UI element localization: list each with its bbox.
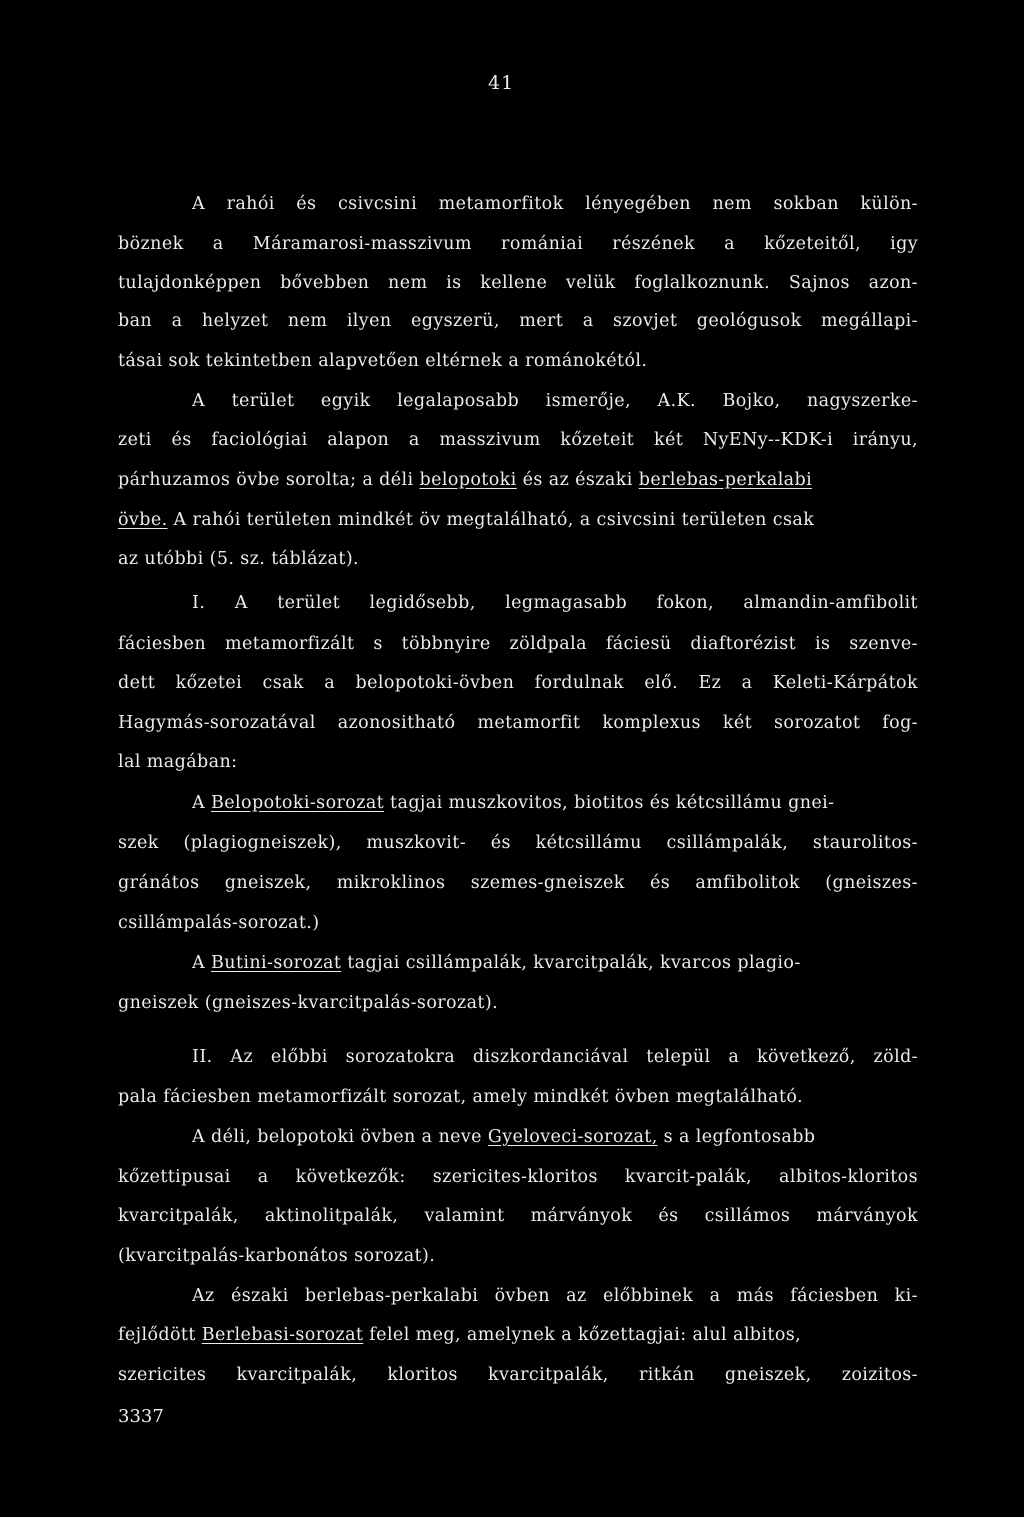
text-line: Hagymás-sorozatával azonositható metamorfit komplexus két sorozatot fog- (118, 713, 918, 733)
text-line: gneiszek (gneiszes-kvarcitpalás-sorozat). (118, 993, 499, 1013)
text-line: tulajdonképpen bővebben nem is kellene velük foglalkoznunk. Sajnos azon- (118, 273, 918, 293)
text-span: tagjai csillámpalák, kvarcitpalák, kvarcos plagio- (341, 953, 801, 973)
text-span: tagjai muszkovitos, biotitos és kétcsillámu gnei- (384, 793, 835, 813)
text-line (118, 510, 918, 530)
text-span: A rahói területen mindkét öv megtalálható, a csivcsini területen csak (167, 510, 815, 530)
berlebasi-sorozat-term: Berlebasi-sorozat (201, 1325, 364, 1345)
berlebas-perkalabi-term: berlebas-perkalabi (638, 470, 813, 490)
text-line: kvarcitpalák, aktinolitpalák, valamint márványok és csillámos márványok (118, 1206, 918, 1226)
belopotoki-term: belopotoki (419, 470, 517, 490)
text-span: fejlődött (118, 1325, 202, 1345)
butini-sorozat-term: Butini-sorozat (211, 953, 342, 973)
text-line (118, 1325, 918, 1345)
text-line (192, 793, 918, 813)
text-line (192, 1127, 918, 1147)
text-line: I. A terület legidősebb, legmagasabb fokon, almandin-amfibolit (192, 593, 918, 613)
text-line: kőzettipusai a következők: szericites-kloritos kvarcit-palák, albitos-kloritos (118, 1167, 918, 1187)
text-line: II. Az előbbi sorozatokra diszkordanciával települ a következő, zöld- (192, 1047, 918, 1067)
text-span: és az északi (516, 470, 639, 490)
text-line: pala fáciesben metamorfizált sorozat, amely mindkét övben megtalálható. (118, 1087, 803, 1107)
text-line: (kvarcitpalás-karbonátos sorozat). (118, 1246, 436, 1266)
footer-code: 3337 (118, 1406, 164, 1427)
text-line: Az északi berlebas-perkalabi övben az előbbinek a más fáciesben ki- (192, 1286, 918, 1306)
text-span: A déli, belopotoki övben a neve (192, 1127, 488, 1147)
page-number: 41 (488, 72, 515, 94)
text-span: felel meg, amelynek a kőzettagjai: alul albitos, (363, 1325, 802, 1345)
ovbe-term: övbe. (118, 510, 168, 530)
text-line: szek (plagiogneiszek), muszkovit- és kétcsillámu csillámpalák, staurolitos- (118, 833, 918, 853)
text-line: szericites kvarcitpalák, kloritos kvarcitpalák, ritkán gneiszek, zoizitos- (118, 1365, 918, 1385)
text-line: dett kőzetei csak a belopotoki-övben fordulnak elő. Ez a Keleti-Kárpátok (118, 673, 918, 693)
text-span: s a legfontosabb (657, 1127, 816, 1147)
text-span: párhuzamos övbe sorolta; a déli (118, 470, 420, 490)
text-line (192, 953, 918, 973)
text-line: tásai sok tekintetben alapvetően eltérnek a románokétól. (118, 351, 648, 371)
text-span: A (192, 953, 212, 973)
text-line: A terület egyik legalaposabb ismerője, A.K. Bojko, nagyszerke- (192, 391, 918, 411)
text-line: fáciesben metamorfizált s többnyire zöldpala fáciesü diaftorézist is szenve- (118, 634, 918, 654)
text-line: lal magában: (118, 752, 238, 772)
belopotoki-sorozat-term: Belopotoki-sorozat (211, 793, 385, 813)
text-line: az utóbbi (5. sz. táblázat). (118, 549, 360, 569)
text-line: csillámpalás-sorozat.) (118, 913, 320, 933)
text-line: ban a helyzet nem ilyen egyszerü, mert a szovjet geológusok megállapi- (118, 311, 918, 331)
text-line: böznek a Máramarosi-masszivum romániai részének a kőzeteitől, igy (118, 234, 918, 254)
text-line (118, 470, 918, 490)
text-line: A rahói és csivcsini metamorfitok lényegében nem sokban külön- (192, 194, 918, 214)
text-line: gránátos gneiszek, mikroklinos szemes-gneiszek és amfibolitok (gneiszes- (118, 873, 918, 893)
text-line: zeti és faciológiai alapon a masszivum kőzeteit két NyENy--KDK-i irányu, (118, 430, 918, 450)
text-span: A (192, 793, 212, 813)
gyeloveci-sorozat-term: Gyeloveci-sorozat, (487, 1127, 658, 1147)
